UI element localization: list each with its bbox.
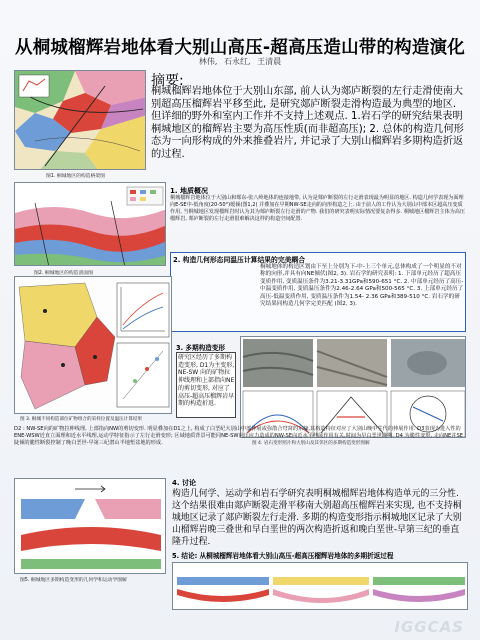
d2-d4-text: D2 : NW-SE向的矿物拉伸线理, 上部指向NW的剪切变形. 明显叠加在D1之上, 构成了白垩纪大别山中部伸展或弥散合穹窝的东缘,其构造特征对应了大别山晚中生代的伸展作用. D3表现为进入性的ENE-WSW近直立面理和近水平线理,运动学特征指示了左行走滑变形; 区域地质背景可能同NE-SW向压应力造成的NW-SE向近水平伸展作用有关,时间为早白垩世晚期. D4 为脆性变形, 走向NE并SE陡倾的脆性断裂控制了晚白垩世-早第三纪潜山半地堑盆地的形成. <box>14 426 464 446</box>
figure-4-graphic <box>241 337 466 438</box>
authors: 林伟, 石永红, 王清晨 <box>198 57 282 66</box>
poster-title: 从桐城榴辉岩地体看大别山高压-超高压造山带的构造演化 <box>15 38 465 58</box>
section-3-text: 研究区经历了多期构造变形, D1为主变形, NE-SW 向的矿物拉伸线理和上部指向NE的剪切变形, 对应了高压-超高压榴辉岩早期的构造折返. <box>178 354 235 408</box>
figure-1-map-graphic <box>15 71 146 170</box>
figure-5-graphic <box>15 479 166 574</box>
abstract-text: 桐城榴辉岩地体位于大别山东部, 前人认为郯庐断裂的左行走滑使南大别超高压榴辉岩平移至此, 是研究郯庐断裂走滑构造最为典型的地区. 但详细的野外和室内工作并不支持上述观点. 1.岩石学的研究结果表明桐城地区的榴辉岩主要为高压性质(而非超高压); 2. 总体的构造几何形态为一向形构成的外来推叠岩片, 并记录了大别山榴辉岩多期构造折返的过程. <box>151 86 464 160</box>
figure-2-section-graphic <box>15 183 166 266</box>
watermark-logo: IGGCAS <box>394 618 464 636</box>
section-2-title: 2. 构造几何形态同温压计算结果的完美耦合 <box>173 256 306 264</box>
section-1-title: 1. 地质概况 <box>170 187 208 195</box>
section-3-title: 3. 多期构造变形 <box>176 344 225 352</box>
figure-2-section <box>14 182 166 266</box>
section-2-text: 桐城地体的构造区划由下至上分别为下-中-上三个单元,总体构成了一个明显的不对称的向形,并具有向NE倾伏(图2, 3). 岩石学的研究表明: 1. 下部单元经历了超高压变质作用, 变质温压条件为3.21-3.31GPa和590-651 °C. 2. 中部单元经历了高压-中温变质作用, 变质温压条件为2.46-2.64 GPa和500-565 °C. 3. 上部单元经历了高压-低温变质作用, 变质温压条件为1.54- 2.36 GPa和389-510 °C. 岩石学的研究结果同构造几何学完美匹配 (图2, 3). <box>260 264 464 308</box>
section-4-title: 4. 讨论 <box>172 479 196 487</box>
figure-4-caption: 图 4. 岩石变形照片和大别山及其邻区的多期构造变形图解 <box>252 441 370 446</box>
section-1-text: 桐城榴辉岩地体位于大别山和郯东-张八岭地体的连接地带, 认为是郯庐断裂的左行走滑表现最为明显的地区. 构造几何学表现为面理向E-SE中-低角度(20-50°)缓倾(图1,2) 并叠加在早期NW-SE走向的向形构造之上. 由于前人的工作认为大别山中部本区超高压变质作用, 当桐城地区发现榴辉岩时认为其为郯庐断裂左行走滑的产物. 我们的研究表明实际情况要复杂得多. 桐城地区榴辉岩主体为高压榴辉岩, 郯庐断裂的左行走滑很难解决这样的构造空间配置. <box>170 195 465 222</box>
figure-3-sample-map <box>14 276 172 414</box>
figure-4-photos <box>240 336 466 438</box>
section-4-text: 构造几何学、运动学和岩石学研究表明桐城榴辉岩地体构造单元的三分性. 这个结果很难由郯庐断裂走滑平移南大别超高压榴辉岩来实现, 也不支持桐城地区记录了郯庐断裂左行走滑. 多期的构造变形指示桐城地区记录了大别山榴辉岩晚三叠世和早白垩世的两次构造折返和晚白垩世-早第三纪的垂直隆升过程. <box>172 489 462 547</box>
figure-3-caption: 图 3. 桐城不同构造部位矿物组合的采样位置及温压计算结果 <box>20 417 143 422</box>
figure-3-graphic <box>15 277 172 414</box>
figure-5-caption: 图5. 桐城地区多期构造变形的几何学和运动学图解 <box>20 578 127 583</box>
section-5-title: 5. 结论: 从桐城榴辉岩地体看大别山高压-超高压榴辉岩地体的多期折返过程 <box>172 552 394 560</box>
section-5-diagram <box>172 562 468 610</box>
abstract-heading: 摘要: <box>151 73 184 89</box>
figure-2-caption: 图2. 桐城地区的构造剖面图 <box>34 271 93 276</box>
figure-1-map <box>14 70 146 170</box>
figure-1-caption: 图1. 桐城地区的构造格架图 <box>46 174 105 179</box>
section-5-graphic <box>173 563 468 610</box>
figure-5-diagram <box>14 478 166 574</box>
